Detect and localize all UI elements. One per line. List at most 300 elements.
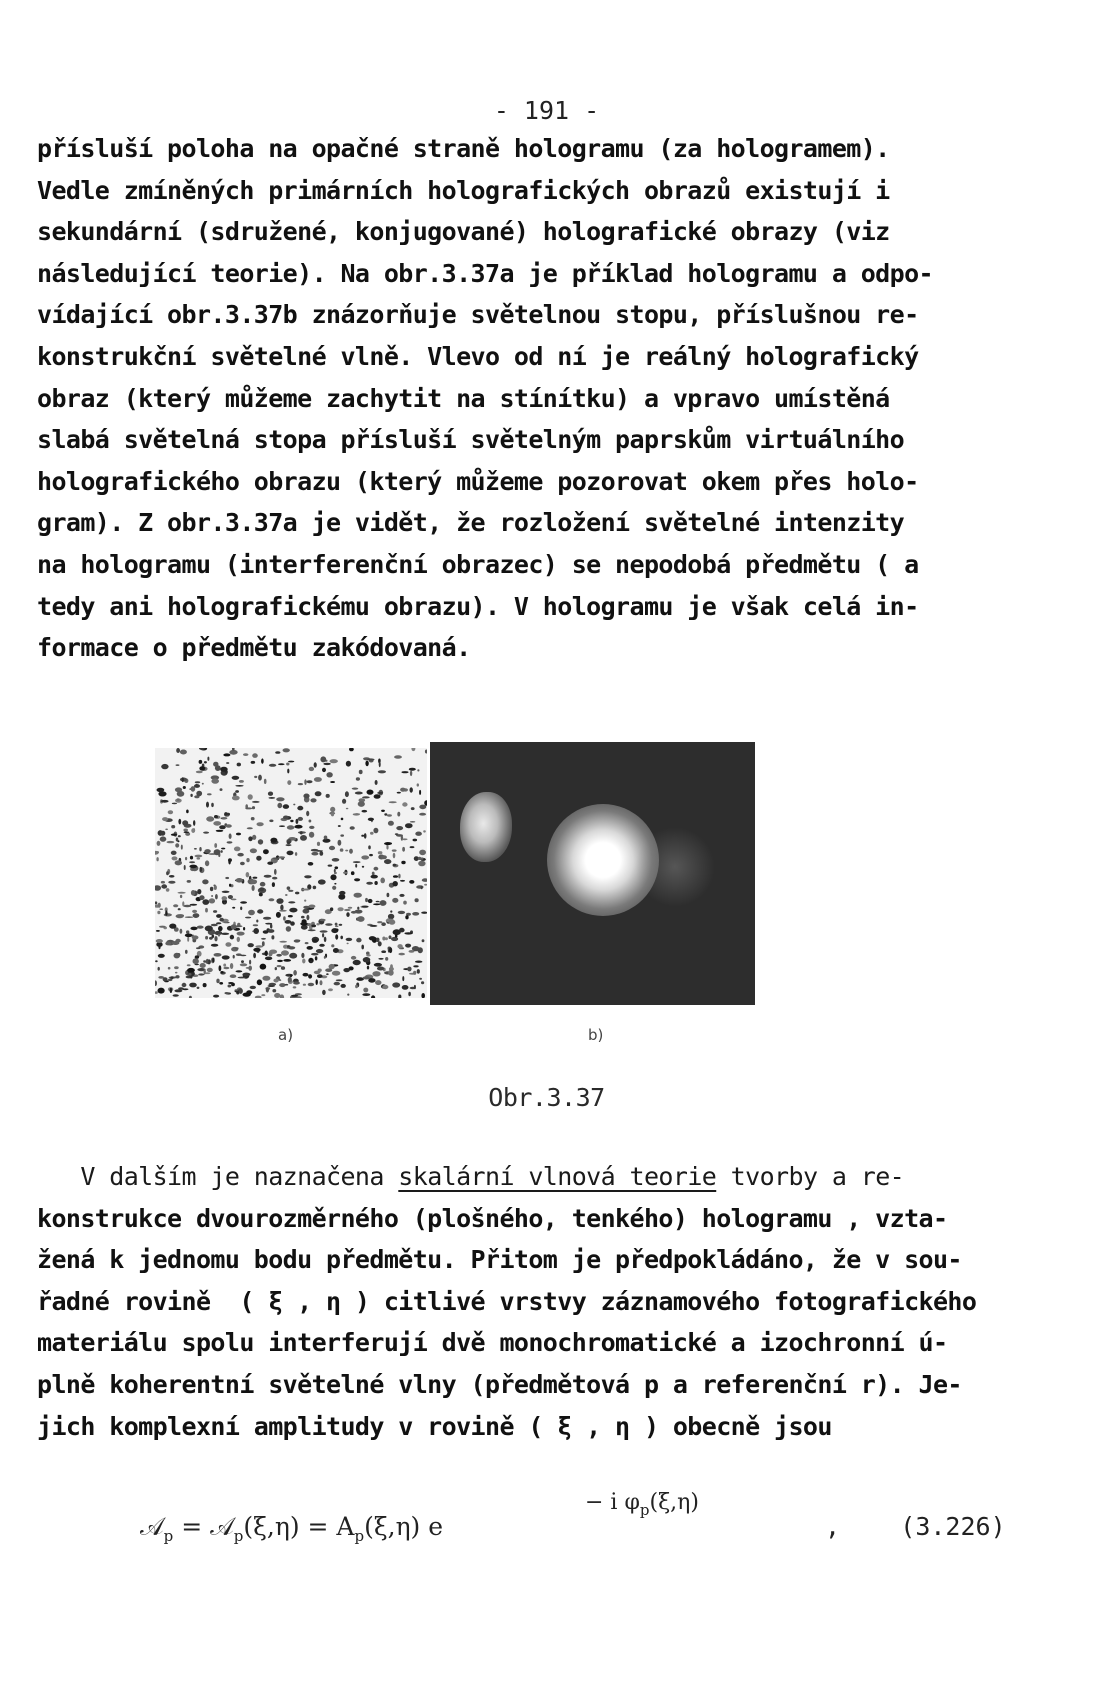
speckle-dot <box>346 912 349 917</box>
speckle-dot <box>252 806 255 809</box>
speckle-dot <box>384 859 391 864</box>
speckle-dot <box>221 848 225 850</box>
speckle-dot <box>320 919 326 922</box>
speckle-dot <box>409 950 415 953</box>
equation-3-226 <box>0 1490 1093 1570</box>
speckle-dot <box>375 980 381 985</box>
speckle-dot <box>225 992 229 994</box>
speckle-dot <box>355 864 357 868</box>
speckle-dot <box>158 903 161 908</box>
speckle-dot <box>408 992 411 996</box>
speckle-dot <box>160 836 167 841</box>
speckle-dot <box>160 831 165 836</box>
speckle-dot <box>159 908 163 910</box>
speckle-dot <box>175 972 178 974</box>
speckle-dot <box>351 956 356 960</box>
speckle-dot <box>232 776 240 780</box>
speckle-dot <box>300 835 307 841</box>
speckle-dot <box>283 916 286 920</box>
speckle-dot <box>157 911 160 914</box>
speckle-dot <box>346 808 349 810</box>
speckle-dot <box>369 854 373 856</box>
speckle-dot <box>316 979 318 985</box>
figure-label-a: a) <box>278 1026 294 1044</box>
speckle-dot <box>171 834 177 836</box>
speckle-dot <box>377 792 383 794</box>
speckle-dot <box>213 910 217 913</box>
speckle-dot <box>205 926 213 932</box>
speckle-dot <box>355 985 358 988</box>
speckle-dot <box>286 926 291 932</box>
speckle-dot <box>182 777 184 782</box>
speckle-dot <box>199 895 204 900</box>
speckle-dot <box>381 855 387 859</box>
speckle-dot <box>362 906 369 908</box>
speckle-dot <box>314 777 322 782</box>
speckle-dot <box>242 973 250 977</box>
speckle-dot <box>309 832 314 838</box>
speckle-dot <box>279 983 285 987</box>
speckle-dot <box>311 852 318 856</box>
speckle-dot <box>291 995 298 997</box>
speckle-dot <box>392 898 398 903</box>
speckle-dot <box>330 907 333 911</box>
speckle-dot <box>311 925 316 928</box>
speckle-dot <box>401 861 405 864</box>
speckle-dot <box>294 939 300 942</box>
paragraph-2-line: jich komplexní amplitudy v rovině ( ξ , η ) obecně jsou <box>37 1411 832 1441</box>
speckle-dot <box>346 761 351 767</box>
speckle-dot <box>419 813 426 816</box>
speckle-dot <box>374 881 377 885</box>
speckle-dot <box>303 973 309 977</box>
speckle-dot <box>174 953 181 959</box>
speckle-dot <box>189 861 195 863</box>
speckle-dot <box>243 753 248 756</box>
speckle-dot <box>176 838 179 842</box>
speckle-dot <box>275 751 280 754</box>
speckle-dot <box>182 820 188 825</box>
speckle-dot <box>214 885 217 890</box>
speckle-dot <box>313 886 317 890</box>
speckle-dot <box>358 801 365 807</box>
speckle-dot <box>180 929 183 934</box>
speckle-dot <box>361 945 364 950</box>
speckle-dot <box>240 907 242 911</box>
speckle-dot <box>276 912 281 918</box>
speckle-dot <box>190 927 197 931</box>
speckle-dot <box>165 829 168 831</box>
equation-separator: , <box>825 1512 841 1541</box>
speckle-dot <box>185 916 193 918</box>
speckle-dot <box>335 866 339 869</box>
speckle-dot <box>309 826 314 829</box>
speckle-dot <box>257 909 263 913</box>
speckle-dot <box>259 893 263 897</box>
speckle-dot <box>219 965 222 971</box>
speckle-dot <box>318 879 326 884</box>
subscript-p: p <box>163 1527 174 1545</box>
speckle-dot <box>175 975 179 978</box>
speckle-dot <box>340 936 343 940</box>
speckle-dot <box>196 791 202 797</box>
speckle-dot <box>300 922 307 926</box>
speckle-dot <box>246 872 250 877</box>
speckle-dot <box>178 835 181 837</box>
speckle-dot <box>158 976 164 979</box>
speckle-dot <box>265 951 268 957</box>
speckle-dot <box>262 976 270 981</box>
speckle-dot <box>212 958 214 963</box>
speckle-dot <box>351 911 357 914</box>
speckle-dot <box>312 939 318 943</box>
speckle-dot <box>328 865 333 867</box>
speckle-dot <box>387 814 392 816</box>
speckle-dot <box>280 905 283 911</box>
speckle-dot <box>373 828 378 834</box>
speckle-dot <box>227 813 230 816</box>
speckle-dot <box>380 878 385 884</box>
speckle-dot <box>324 956 326 959</box>
speckle-dot <box>392 849 397 851</box>
speckle-dot <box>235 989 239 991</box>
figure-caption: Obr.3.37 <box>488 1083 605 1112</box>
speckle-dot <box>214 849 221 855</box>
speckle-dot <box>195 781 200 783</box>
speckle-dot <box>308 929 316 931</box>
speckle-dot <box>378 958 383 960</box>
speckle-dot <box>366 954 370 956</box>
speckle-dot <box>235 785 243 787</box>
speckle-dot <box>211 895 213 897</box>
speckle-dot <box>398 874 400 879</box>
speckle-dot <box>205 972 211 974</box>
paragraph-1-line: slabá světelná stopa přísluší světelným paprskům virtuálního <box>37 425 905 455</box>
speckle-dot <box>202 879 208 884</box>
speckle-dot <box>365 898 368 902</box>
speckle-dot <box>286 763 289 766</box>
speckle-dot <box>261 938 266 940</box>
equation-part: = 𝒜 <box>173 1512 234 1541</box>
speckle-dot <box>223 753 230 756</box>
speckle-dot <box>251 817 255 820</box>
speckle-dot <box>211 924 218 926</box>
speckle-dot <box>338 840 342 846</box>
speckle-dot <box>207 968 213 972</box>
speckle-dot <box>200 963 206 968</box>
speckle-dot <box>155 960 158 962</box>
speckle-dot <box>338 907 344 911</box>
speckle-dot <box>370 925 378 927</box>
speckle-dot <box>172 941 180 945</box>
speckle-dot <box>334 883 336 885</box>
speckle-dot <box>234 847 241 852</box>
speckle-dot <box>413 971 416 975</box>
speckle-dot <box>314 971 321 975</box>
speckle-dot <box>298 817 303 821</box>
speckle-dot <box>391 937 398 941</box>
speckle-dot <box>379 761 381 767</box>
speckle-dot <box>156 939 163 943</box>
speckle-dot <box>323 839 331 843</box>
speckle-dot <box>192 935 199 939</box>
speckle-dot <box>326 973 329 975</box>
speckle-dot <box>354 893 362 898</box>
speckle-dot <box>185 950 188 954</box>
speckle-dot <box>167 841 175 843</box>
speckle-dot <box>377 921 382 923</box>
speckle-dot <box>389 935 392 939</box>
speckle-dot <box>335 926 339 928</box>
speckle-dot <box>354 878 360 881</box>
speckle-dot <box>211 778 219 783</box>
speckle-dot <box>214 815 218 818</box>
speckle-dot <box>340 834 344 836</box>
speckle-dot <box>197 889 201 894</box>
paragraph-1-line: holografického obrazu (který můžeme pozorovat okem přes holo- <box>37 466 919 496</box>
speckle-dot <box>418 947 423 953</box>
speckle-dot <box>184 831 189 833</box>
speckle-dot <box>365 761 368 767</box>
speckle-dot <box>325 923 332 926</box>
speckle-dot <box>156 857 158 861</box>
speckle-dot <box>368 899 373 903</box>
speckle-dot <box>238 977 246 979</box>
speckle-dot <box>288 915 293 917</box>
speckle-dot <box>240 901 247 903</box>
speckle-dot <box>249 960 251 965</box>
speckle-dot <box>210 887 213 891</box>
paragraph-1-line: gram). Z obr.3.37a je vidět, že rozložení světelné intenzity <box>37 508 905 538</box>
speckle-dot <box>228 982 234 984</box>
speckle-dot <box>274 869 277 875</box>
speckle-dot <box>413 839 418 842</box>
speckle-dot <box>205 860 209 866</box>
speckle-dot <box>222 817 227 819</box>
speckle-dot <box>219 918 224 922</box>
speckle-dot <box>394 755 402 759</box>
speckle-dot <box>417 769 419 771</box>
speckle-dot <box>393 881 398 886</box>
speckle-dot <box>307 946 313 950</box>
speckle-dot <box>419 850 426 856</box>
speckle-dot <box>338 825 341 827</box>
speckle-dot <box>263 917 271 920</box>
speckle-dot <box>367 966 369 970</box>
speckle-dot <box>410 846 415 848</box>
speckle-dot <box>157 788 165 792</box>
speckle-dot <box>402 802 407 806</box>
speckle-dot <box>273 979 278 983</box>
speckle-dot <box>417 783 419 786</box>
speckle-dot <box>216 914 222 918</box>
speckle-dot <box>166 871 169 875</box>
speckle-dot <box>220 767 228 772</box>
speckle-dot <box>230 963 233 969</box>
speckle-dot <box>343 968 350 972</box>
speckle-dot <box>263 930 269 933</box>
speckle-dot <box>303 906 309 909</box>
speckle-dot <box>368 818 374 821</box>
speckle-dot <box>172 856 178 860</box>
speckle-dot <box>186 930 189 933</box>
speckle-dot <box>157 841 161 846</box>
speckle-dot <box>386 845 388 850</box>
speckle-dot <box>206 959 209 964</box>
speckle-dot <box>174 966 179 969</box>
speckle-dot <box>283 748 290 752</box>
speckle-dot <box>294 825 302 829</box>
speckle-dot <box>398 911 405 914</box>
speckle-dot <box>421 886 423 890</box>
speckle-dot <box>295 892 299 895</box>
speckle-dot <box>298 783 303 785</box>
speckle-dot <box>158 954 165 958</box>
speckle-dot <box>345 791 349 797</box>
speckle-dot <box>393 853 396 859</box>
speckle-dot <box>382 985 388 989</box>
speckle-dot <box>411 807 415 810</box>
speckle-dot <box>402 847 405 852</box>
speckle-dot <box>287 825 295 829</box>
speckle-dot <box>326 794 330 798</box>
speckle-dot <box>199 760 203 764</box>
speckle-dot <box>275 967 277 970</box>
speckle-dot <box>353 813 360 815</box>
speckle-dot <box>310 798 316 802</box>
speckle-dot <box>209 898 215 903</box>
speckle-dot <box>187 880 191 883</box>
speckle-dot <box>309 767 314 771</box>
paragraph-2-line <box>37 1156 1027 1198</box>
speckle-dot <box>332 886 336 890</box>
speckle-dot <box>199 847 201 851</box>
speckle-dot <box>376 901 380 903</box>
speckle-dot <box>419 790 421 795</box>
speckle-dot <box>204 849 210 853</box>
speckle-dot <box>389 919 396 924</box>
speckle-dot <box>330 759 338 763</box>
speckle-dot <box>190 794 192 797</box>
speckle-dot <box>390 910 392 912</box>
speckle-dot <box>330 874 336 880</box>
speckle-dot <box>345 850 348 852</box>
speckle-dot <box>384 842 392 845</box>
speckle-dot <box>328 988 333 991</box>
speckle-dot <box>387 893 390 897</box>
speckle-dot <box>314 762 317 767</box>
speckle-dot <box>283 816 289 820</box>
speckle-dot <box>405 823 413 828</box>
speckle-dot <box>180 895 182 898</box>
speckle-dot <box>169 924 176 929</box>
speckle-dot <box>220 971 223 973</box>
speckle-dot <box>405 944 411 948</box>
speckle-dot <box>195 955 199 958</box>
speckle-dot <box>289 953 297 959</box>
speckle-dot <box>303 984 306 986</box>
exponent-part: (ξ,η) <box>649 1490 699 1515</box>
speckle-dot <box>362 866 364 868</box>
paragraph-2-line: žená k jednomu bodu předmětu. Přitom je předpokládáno, že v sou- <box>37 1245 962 1275</box>
speckle-dot <box>193 913 200 918</box>
speckle-dot <box>288 761 294 763</box>
speckle-dot <box>410 787 413 792</box>
speckle-dot <box>245 917 251 919</box>
speckle-dot <box>239 988 243 994</box>
speckle-dot <box>264 779 267 784</box>
paragraph-1-line: tedy ani holografickému obrazu). V hologramu je však celá in- <box>37 591 919 621</box>
speckle-dot <box>254 776 257 778</box>
speckle-dot <box>206 816 214 821</box>
speckle-dot <box>236 878 243 883</box>
speckle-dot <box>400 880 405 882</box>
speckle-dot <box>178 908 181 910</box>
speckle-dot <box>269 898 275 901</box>
speckle-dot <box>241 960 244 963</box>
speckle-dot <box>396 826 403 830</box>
speckle-dot <box>265 957 272 961</box>
speckle-dot <box>172 803 177 805</box>
virtual-image-spot <box>635 827 715 907</box>
speckle-dot <box>404 932 412 934</box>
speckle-dot <box>329 846 335 850</box>
speckle-dot <box>240 963 247 966</box>
speckle-dot <box>351 871 355 875</box>
speckle-dot <box>335 934 338 939</box>
speckle-dot <box>185 934 193 938</box>
speckle-dot <box>378 941 382 946</box>
speckle-dot <box>283 804 289 809</box>
speckle-dot <box>266 987 269 992</box>
paragraph-2-line: materiálu spolu interferují dvě monochromatické a izochronní ú- <box>37 1328 948 1358</box>
speckle-dot <box>256 856 261 861</box>
speckle-dot <box>388 821 394 826</box>
speckle-dot <box>302 959 305 964</box>
speckle-dot <box>356 938 361 943</box>
speckle-dot <box>352 788 359 790</box>
speckle-dot <box>252 753 258 758</box>
paragraph-1-line: následující teorie). Na obr.3.37a je příklad hologramu a odpo- <box>37 258 933 288</box>
speckle-dot <box>273 857 279 859</box>
speckle-dot <box>205 908 208 913</box>
speckle-dot <box>165 910 167 915</box>
speckle-dot <box>320 930 328 933</box>
speckle-dot <box>381 922 386 926</box>
speckle-dot <box>409 880 414 884</box>
equation-number <box>825 1512 1006 1541</box>
speckle-dot <box>324 937 327 942</box>
speckle-dot <box>213 821 221 826</box>
speckle-dot <box>393 875 398 878</box>
speckle-dot <box>215 894 218 899</box>
speckle-dot <box>317 842 320 846</box>
speckle-dot <box>288 901 295 903</box>
speckle-dot <box>320 980 323 985</box>
speckle-dot <box>213 762 218 767</box>
speckle-dot <box>193 958 199 964</box>
speckle-dot <box>228 895 233 899</box>
paragraph-2-line: konstrukce dvourozměrného (plošného, tenkého) hologramu , vzta- <box>37 1203 948 1233</box>
speckle-dot <box>195 855 203 858</box>
speckle-dot <box>161 800 169 803</box>
speckle-dot <box>207 757 209 761</box>
speckle-dot <box>276 898 283 904</box>
speckle-dot <box>253 924 258 926</box>
speckle-dot <box>369 936 376 940</box>
speckle-dot <box>336 929 339 932</box>
paragraph-1-line: vídající obr.3.37b znázorňuje světelnou stopu, příslušnou re- <box>37 300 919 330</box>
